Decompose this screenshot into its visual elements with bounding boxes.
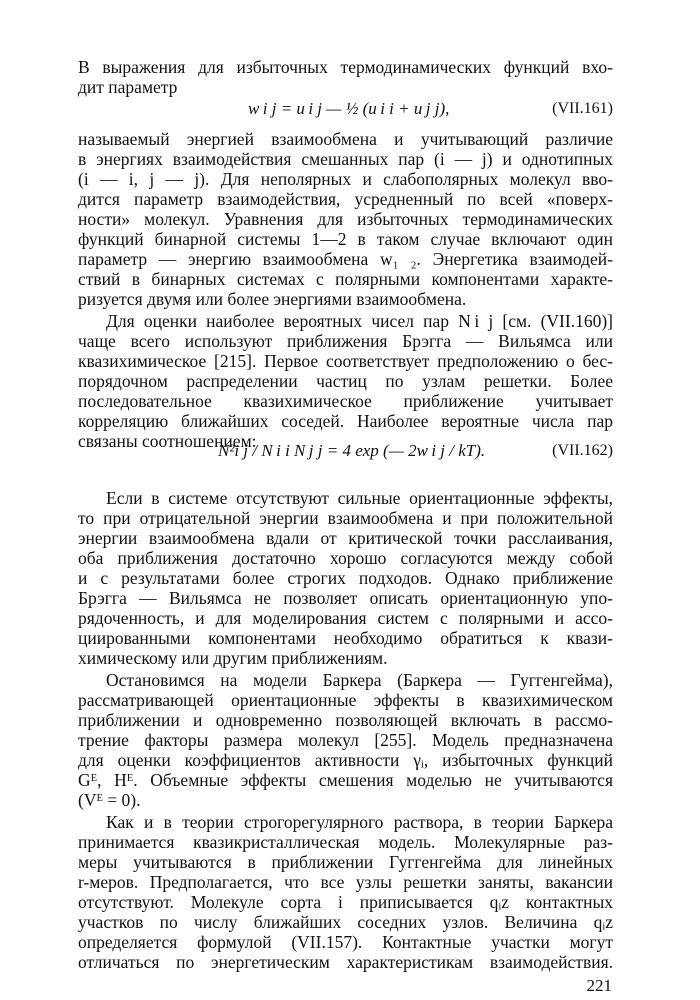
equation-161: w i j = u i j — ½ (u i i + u j j), (248, 99, 450, 118)
text-line: порядочном распределении частиц по узлам решетки. Более (78, 371, 613, 391)
text-line: чаще всего используют приближения Брэгга — Вильямса или (78, 331, 613, 351)
text-line: отсутствуют. Молекуле сорта i приписывается qᵢz контактных (78, 892, 613, 912)
text-line: оба приближения достаточно хорошо согласуются между собой (78, 548, 613, 568)
text-line: дит параметр (78, 77, 178, 97)
text-line: Брэгга — Вильямса не позволяет описать ориентационную упо- (78, 588, 613, 608)
text-line: для оценки коэффициентов активности γᵢ, избыточных функций (78, 750, 613, 770)
text-line: дится параметр взаимодействия, усредненный по всей «поверх- (78, 189, 613, 209)
text-line: ствий в бинарных системах с полярными компонентами характе- (78, 269, 613, 289)
equation-162: N²i j / N i i N j j = 4 exp (— 2w i j / kT). (218, 441, 486, 460)
text-line: приближении и одновременно позволяющей включать в рассмо- (78, 710, 613, 730)
text-line: В выражения для избыточных термодинамических функций вхо- (78, 57, 613, 77)
text-line: рассматривающей ориентационные эффекты в квазихимическом (78, 690, 613, 710)
text-line: и с результатами более строгих подходов. Однако приближение (78, 568, 613, 588)
text-line: связаны соотношением: (78, 431, 257, 451)
equation-number-161: (VII.161) (552, 100, 613, 117)
text-line: рядоченность, и для моделирования систем с полярными и ассо- (78, 608, 613, 628)
text-line: называемый энергией взаимообмена и учитывающий различие (78, 129, 613, 149)
text-line: участков по числу ближайших соседних узлов. Величина qᵢz (78, 912, 613, 932)
text-line: химическому или другим приближениям. (78, 648, 388, 668)
text-line: энергии взаимообмена вдали от критической точки расслаивания, (78, 528, 613, 548)
text-line: ризуется двумя или более энергиями взаимообмена. (78, 289, 467, 309)
text-line: то при отрицательной энергии взаимообмена и при положительной (78, 508, 613, 528)
text-line: в энергиях взаимодействия смешанных пар (i — j) и однотипных (78, 149, 613, 169)
text-line: квазихимическое [215]. Первое соответствует предположению о бес- (78, 351, 613, 371)
text-line: Как и в теории строгорегулярного раствора, в теории Баркера (106, 812, 613, 832)
text-line: Если в системе отсутствуют сильные ориентационные эффекты, (106, 488, 613, 508)
text-line: Для оценки наиболее вероятных чисел пар N i j [см. (VII.160)] (106, 311, 613, 331)
text-line: Остановимся на модели Баркера (Баркера — Гуггенгейма), (106, 670, 613, 690)
text-line: корреляцию ближайших соседей. Наиболее вероятные числа пар (78, 411, 613, 431)
text-line: циированными компонентами необходимо обратиться к квази- (78, 628, 613, 648)
text-line: принимается квазикристаллическая модель. Молекулярные раз- (78, 832, 613, 852)
text-line: определяется формулой (VII.157). Контактные участки могут (78, 932, 613, 952)
text-line: (Vᴱ = 0). (78, 790, 141, 810)
page-number: 221 (586, 976, 612, 995)
text-line: параметр — энергию взаимообмена w₁ ₂. Энергетика взаимодей- (78, 249, 613, 269)
text-line: (i — i, j — j). Для неполярных и слабополярных молекул вво- (78, 169, 613, 189)
text-line: Gᴱ, Hᴱ. Объемные эффекты смешения моделью не учитываются (78, 770, 613, 790)
equation-number-162: (VII.162) (552, 442, 613, 459)
text-line: отличаться по энергетическим характеристикам взаимодействия. (78, 952, 613, 972)
text-line: ности» молекул. Уравнения для избыточных термодинамических (78, 209, 613, 229)
text-line: трение факторы размера молекул [255]. Модель предназначена (78, 730, 613, 750)
text-line: функций бинарной системы 1—2 в таком случае включают один (78, 229, 613, 249)
text-line: r-меров. Предполагается, что все узлы решетки заняты, вакансии (78, 872, 613, 892)
text-line: последовательное квазихимическое приближение учитывает (78, 391, 613, 411)
text-line: меры учитываются в приближении Гуггенгейма для линейных (78, 852, 613, 872)
